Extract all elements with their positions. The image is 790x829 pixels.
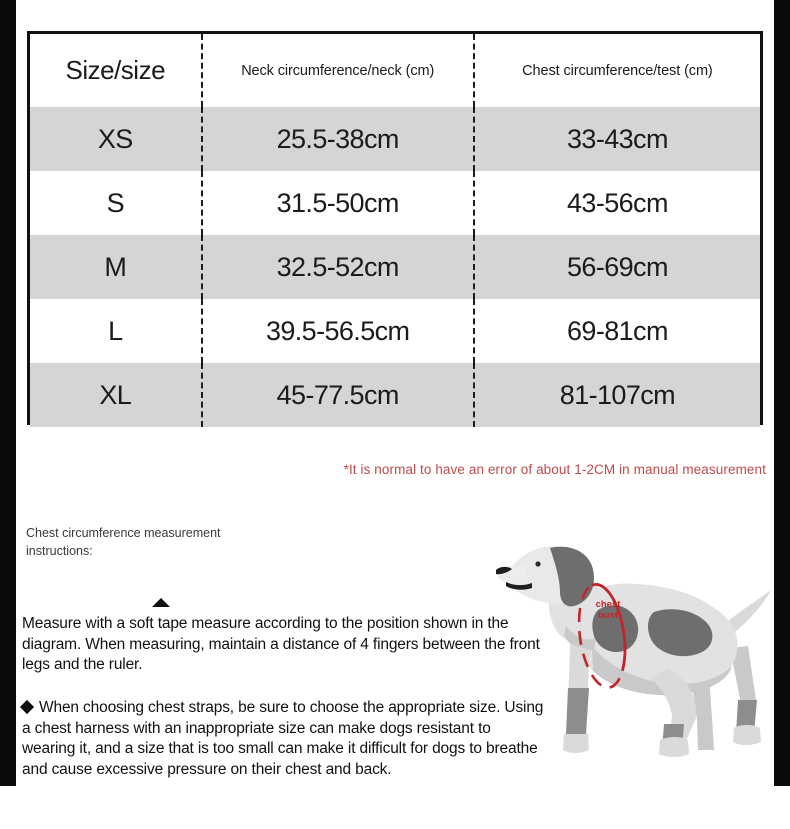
instructions-heading: Chest circumference measurement instructions:	[26, 526, 221, 559]
cell-chest: 69-81cm	[474, 299, 760, 363]
cell-size: M	[30, 235, 202, 299]
column-header-neck: Neck circumference/neck (cm)	[202, 34, 474, 107]
measurement-error-note: *It is normal to have an error of about 1-2CM in manual measurement	[343, 462, 766, 477]
column-header-size: Size/size	[30, 34, 202, 107]
instructions-paragraph-one-text: Measure with a soft tape measure according to the position shown in the diagram. When measuring, maintain a distance of 4 fingers between the front legs and the ruler.	[22, 615, 540, 674]
diamond-bullet-icon	[20, 700, 34, 714]
column-header-chest: Chest circumference/test (cm)	[474, 34, 760, 107]
instructions-paragraph-two-text: When choosing chest straps, be sure to choose the appropriate size. Using a chest harness with an inappropriate size can make dogs resistant to wearing it, and a size that is too small can make it difficult for dogs to breathe and cause excessive pressure on their chest and back.	[22, 699, 544, 778]
cell-size: XS	[30, 107, 202, 171]
cell-size: XL	[30, 363, 202, 427]
cell-neck: 31.5-50cm	[202, 171, 474, 235]
cell-size: L	[30, 299, 202, 363]
instructions-paragraph-two	[22, 698, 547, 780]
cell-size: S	[30, 171, 202, 235]
table-row	[30, 107, 760, 171]
cell-neck: 45-77.5cm	[202, 363, 474, 427]
frame-bar-left	[0, 0, 16, 786]
cell-chest: 56-69cm	[474, 235, 760, 299]
table-row	[30, 299, 760, 363]
chest-label-line-two: bust	[597, 609, 619, 621]
table-row	[30, 171, 760, 235]
instructions-block	[22, 524, 562, 781]
instructions-paragraph-one	[22, 614, 562, 676]
triangle-bullet-icon	[152, 598, 170, 607]
frame-bar-right	[774, 0, 790, 786]
chest-bust-label	[588, 600, 628, 622]
cell-neck: 39.5-56.5cm	[202, 299, 474, 363]
cell-chest: 43-56cm	[474, 171, 760, 235]
dog-illustration-icon	[492, 528, 774, 776]
chest-label-line-one: chest	[595, 599, 621, 610]
cell-neck: 32.5-52cm	[202, 235, 474, 299]
cell-chest: 81-107cm	[474, 363, 760, 427]
dog-measurement-diagram	[492, 528, 774, 776]
cell-chest: 33-43cm	[474, 107, 760, 171]
cell-neck: 25.5-38cm	[202, 107, 474, 171]
table-row	[30, 235, 760, 299]
size-chart-table	[27, 31, 763, 425]
table-row	[30, 363, 760, 427]
table-header-row	[30, 34, 760, 107]
